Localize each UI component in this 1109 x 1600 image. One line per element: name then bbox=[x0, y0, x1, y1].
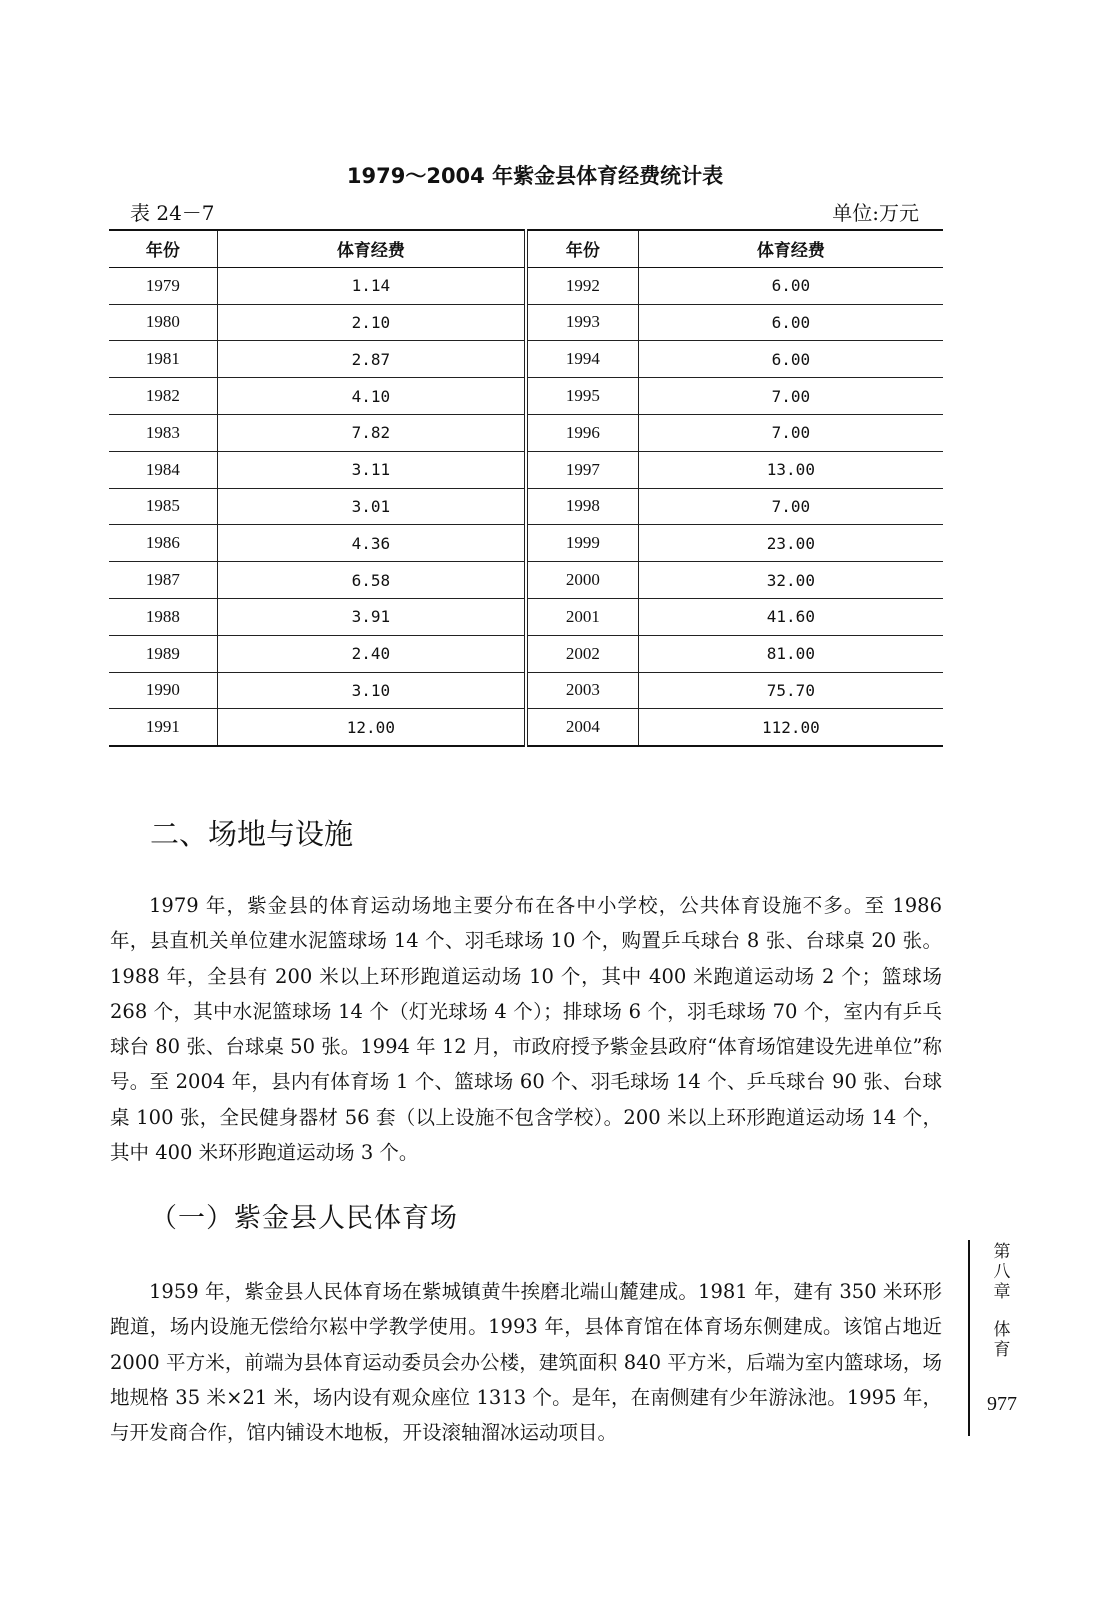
year-cell: 1979 bbox=[109, 267, 217, 304]
year-cell: 2000 bbox=[526, 562, 638, 599]
table-header-row bbox=[109, 230, 943, 267]
subsection-heading: （一）紫金县人民体育场 bbox=[150, 1203, 458, 1234]
table-row bbox=[109, 378, 943, 415]
year-cell: 1981 bbox=[109, 341, 217, 378]
table-row bbox=[109, 709, 943, 746]
year-cell: 1993 bbox=[526, 304, 638, 341]
year-cell: 1982 bbox=[109, 378, 217, 415]
year-cell: 1985 bbox=[109, 488, 217, 525]
subsection-paragraph: 1959 年，紫金县人民体育场在紫城镇黄牛挨磨北端山麓建成。1981 年，建有 350 米环形跑道，场内设施无偿给尔崧中学教学使用。1993 年，县体育馆在体育场东侧建成。该馆占地近 2000 平方米，前端为县体育运动委员会办公楼，建筑面积 840 平方米，后端为室内篮球场，场地规格 35 米×21 米，场内设有观众座位 1313 个。是年，在南侧建有少年游泳池。1995 年，与开发商合作，馆内铺设木地板，开设滚轴溜冰运动项目。 bbox=[110, 1280, 942, 1445]
header-funding-right: 体育经费 bbox=[638, 230, 943, 267]
table-body bbox=[109, 267, 943, 746]
section-paragraph: 1979 年，紫金县的体育运动场地主要分布在各中小学校，公共体育设施不多。至 1986 年，县直机关单位建水泥篮球场 14 个、羽毛球场 10 个，购置乒乓球台 8 张、台球桌 20 张。1988 年，全县有 200 米以上环形跑道运动场 10 个，其中 400 米跑道运动场 2 个；篮球场 268 个，其中水泥篮球场 14 个（灯光球场 4 个）；排球场 6 个，羽毛球场 70 个，室内有乒乓球台 80 张、台球桌 50 张。1994 年 12 月，市政府授予紫金县政府“体育场馆建设先进单位”称号。至 2004 年，县内有体育场 1 个、篮球场 60 个、羽毛球场 14 个、乒乓球台 90 张、台球桌 100 张，全民健身器材 56 套（以上设施不包含学校）。200 米以上环形跑道运动场 14 个，其中 400 米环形跑道运动场 3 个。 bbox=[110, 894, 942, 1165]
funding-cell: 32.00 bbox=[638, 562, 943, 599]
funding-cell: 6.00 bbox=[638, 267, 943, 304]
chapter-text: 第 八 章 bbox=[993, 1242, 1011, 1302]
year-cell: 1989 bbox=[109, 635, 217, 672]
table-row bbox=[109, 672, 943, 709]
header-funding-left: 体育经费 bbox=[217, 230, 526, 267]
section-heading: 二、场地与设施 bbox=[150, 817, 354, 851]
table-row bbox=[109, 635, 943, 672]
funding-cell: 13.00 bbox=[638, 451, 943, 488]
table-row bbox=[109, 341, 943, 378]
table-row bbox=[109, 525, 943, 562]
year-cell: 1994 bbox=[526, 341, 638, 378]
funding-cell: 41.60 bbox=[638, 598, 943, 635]
year-cell: 1983 bbox=[109, 414, 217, 451]
funding-cell: 12.00 bbox=[217, 709, 526, 746]
year-cell: 1987 bbox=[109, 562, 217, 599]
funding-cell: 75.70 bbox=[638, 672, 943, 709]
funding-cell: 7.00 bbox=[638, 414, 943, 451]
year-cell: 1990 bbox=[109, 672, 217, 709]
table-row bbox=[109, 488, 943, 525]
margin-rule bbox=[968, 1240, 970, 1436]
table-row bbox=[109, 562, 943, 599]
year-cell: 1996 bbox=[526, 414, 638, 451]
table-number: 表 24－7 bbox=[130, 201, 215, 225]
table-unit: 单位:万元 bbox=[832, 201, 919, 225]
topic-text: 体 育 bbox=[993, 1320, 1011, 1360]
funding-cell: 23.00 bbox=[638, 525, 943, 562]
funding-cell: 6.00 bbox=[638, 304, 943, 341]
year-cell: 1999 bbox=[526, 525, 638, 562]
funding-cell: 6.58 bbox=[217, 562, 526, 599]
funding-cell: 2.87 bbox=[217, 341, 526, 378]
funding-cell: 4.36 bbox=[217, 525, 526, 562]
funding-cell: 3.11 bbox=[217, 451, 526, 488]
funding-cell: 3.91 bbox=[217, 598, 526, 635]
funding-cell: 6.00 bbox=[638, 341, 943, 378]
year-cell: 2003 bbox=[526, 672, 638, 709]
table-row bbox=[109, 414, 943, 451]
year-cell: 1992 bbox=[526, 267, 638, 304]
funding-cell: 7.00 bbox=[638, 488, 943, 525]
year-cell: 2002 bbox=[526, 635, 638, 672]
year-cell: 1998 bbox=[526, 488, 638, 525]
funding-cell: 2.10 bbox=[217, 304, 526, 341]
funding-cell: 3.10 bbox=[217, 672, 526, 709]
funding-cell: 7.82 bbox=[217, 414, 526, 451]
year-cell: 1991 bbox=[109, 709, 217, 746]
year-cell: 1997 bbox=[526, 451, 638, 488]
funding-cell: 7.00 bbox=[638, 378, 943, 415]
year-cell: 1980 bbox=[109, 304, 217, 341]
table-row bbox=[109, 598, 943, 635]
year-cell: 1988 bbox=[109, 598, 217, 635]
funding-cell: 1.14 bbox=[217, 267, 526, 304]
header-year-left: 年份 bbox=[109, 230, 217, 267]
table-title: 1979～2004 年紫金县体育经费统计表 bbox=[346, 164, 724, 188]
header-year-right: 年份 bbox=[526, 230, 638, 267]
table-row bbox=[109, 304, 943, 341]
table-row bbox=[109, 267, 943, 304]
year-cell: 2001 bbox=[526, 598, 638, 635]
funding-cell: 4.10 bbox=[217, 378, 526, 415]
funding-cell: 3.01 bbox=[217, 488, 526, 525]
funding-table bbox=[109, 229, 943, 747]
funding-cell: 2.40 bbox=[217, 635, 526, 672]
funding-cell: 81.00 bbox=[638, 635, 943, 672]
year-cell: 1984 bbox=[109, 451, 217, 488]
margin-chapter-label bbox=[984, 1242, 1020, 1360]
year-cell: 1986 bbox=[109, 525, 217, 562]
year-cell: 2004 bbox=[526, 709, 638, 746]
page-number: 977 bbox=[987, 1393, 1017, 1415]
year-cell: 1995 bbox=[526, 378, 638, 415]
funding-cell: 112.00 bbox=[638, 709, 943, 746]
table-row bbox=[109, 451, 943, 488]
